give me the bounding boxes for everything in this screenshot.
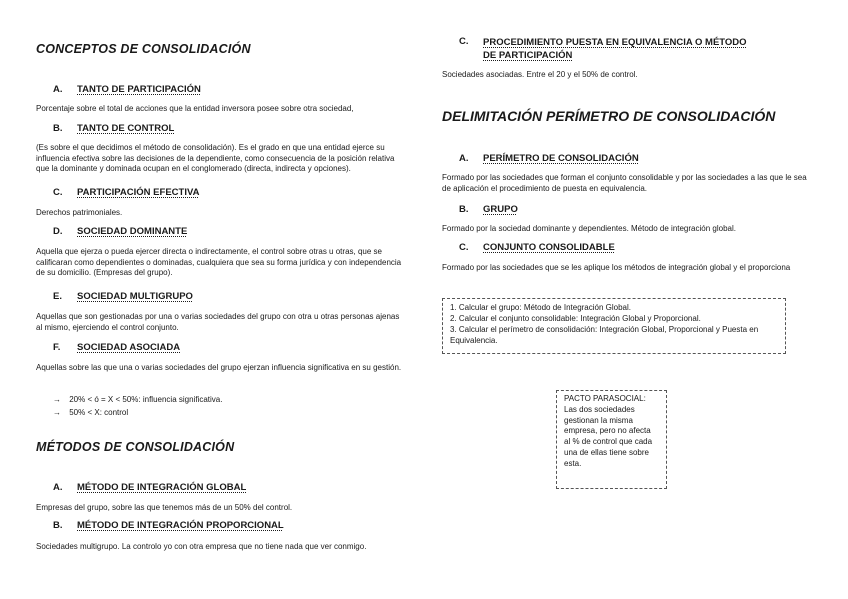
heading-text: PROCEDIMIENTO PUESTA EN EQUIVALENCIA O MÉTODO DE PARTICIPACIÓN — [483, 37, 747, 61]
heading-text: MÉTODO DE INTEGRACIÓN GLOBAL — [77, 482, 247, 493]
text-tanto-control: (Es sobre el que decidimos el método de consolidación). Es el grado en que una entidad ejerce su influencia efectiva sobre las decisiones de la dependiente, como consecuencia de la posición relativa que la dominante y dominada ocupan en el conglomerado (directa, indirecta y opciones). — [36, 143, 395, 173]
text-integracion-global: Empresas del grupo, sobre las que tenemos más de un 50% del control. — [36, 503, 293, 512]
heading-letter: C. — [53, 187, 63, 198]
heading-text: CONJUNTO CONSOLIDABLE — [483, 242, 615, 253]
heading-text: SOCIEDAD DOMINANTE — [77, 226, 188, 237]
step-item: 3. Calcular el perímetro de consolidación: Integración Global, Proporcional y Puesta en Equivalencia. — [450, 325, 759, 345]
text-puesta-equivalencia: Sociedades asociadas. Entre el 20 y el 50% de control. — [442, 70, 638, 79]
heading-conjunto-consolidable — [459, 242, 615, 253]
heading-puesta-equivalencia — [459, 36, 759, 62]
text-integracion-proporcional: Sociedades multigrupo. La controlo yo con otra empresa que no tiene nada que ver conmigo. — [36, 542, 367, 551]
bullet-influencia — [53, 394, 222, 405]
text-sociedad-dominante: Aquella que ejerza o pueda ejercer directa o indirectamente, el control sobre otras u otras, que se calificaran como dependientes o dominadas, cualquiera que sea su forma jurídica y con independencia de su domicilio. (Empresas del grupo). — [36, 247, 402, 277]
heading-participacion-efectiva — [53, 187, 199, 198]
steps-box — [442, 298, 786, 354]
heading-text: PERÍMETRO DE CONSOLIDACIÓN — [483, 153, 639, 164]
step-item: 2. Calcular el conjunto consolidable: Integración Global y Proporcional. — [450, 314, 701, 323]
heading-letter: A. — [459, 153, 469, 164]
heading-text: MÉTODO DE INTEGRACIÓN PROPORCIONAL — [77, 520, 284, 531]
heading-letter: B. — [53, 123, 63, 134]
heading-sociedad-multigrupo — [53, 291, 193, 302]
arrow-icon: → — [53, 408, 61, 417]
heading-perimetro — [459, 153, 639, 164]
text-sociedad-asociada: Aquellas sobre las que una o varias sociedades del grupo ejerzan influencia significativa en su gestión. — [36, 363, 402, 372]
heading-text: SOCIEDAD MULTIGRUPO — [77, 291, 193, 302]
heading-letter: B. — [459, 204, 469, 215]
note-pacto-parasocial: PACTO PARASOCIAL: Las dos sociedades gestionan la misma empresa, pero no afecta al % de control que cada una de ellas tiene sobre esta. — [556, 390, 667, 489]
heading-text: PARTICIPACIÓN EFECTIVA — [77, 187, 200, 198]
bullet-control — [53, 407, 128, 418]
text-sociedad-multigrupo: Aquellas que son gestionadas por una o varias sociedades del grupo con otra u otras personas ajenas al mismo, ejerciendo el control conjunto. — [36, 312, 400, 332]
heading-letter: E. — [53, 291, 62, 302]
text-perimetro: Formado por las sociedades que forman el conjunto consolidable y por las sociedades a las que le sea de aplicación el procedimiento de puesta en equivalencia. — [442, 173, 807, 193]
arrow-icon: → — [53, 395, 61, 404]
step-item: 1. Calcular el grupo: Método de Integración Global. — [450, 303, 631, 312]
heading-text: GRUPO — [483, 204, 518, 215]
heading-letter: B. — [53, 520, 63, 531]
heading-sociedad-asociada — [53, 342, 180, 353]
heading-integracion-global — [53, 482, 246, 493]
heading-text: TANTO DE CONTROL — [77, 123, 175, 134]
heading-sociedad-dominante — [53, 226, 187, 237]
heading-letter: F. — [53, 342, 61, 353]
section-title-metodos: MÉTODOS DE CONSOLIDACIÓN — [36, 440, 235, 454]
heading-grupo — [459, 204, 518, 215]
text-participacion-efectiva: Derechos patrimoniales. — [36, 208, 123, 217]
heading-integracion-proporcional — [53, 520, 284, 531]
heading-letter: A. — [53, 482, 63, 493]
bullet-text: 20% < ó = X < 50%: influencia significativa. — [69, 395, 223, 404]
heading-tanto-control — [53, 123, 174, 134]
section-title-conceptos: CONCEPTOS DE CONSOLIDACIÓN — [36, 42, 251, 56]
text-tanto-participacion: Porcentaje sobre el total de acciones que la entidad inversora posee sobre otra sociedad, — [36, 104, 354, 113]
bullet-text: 50% < X: control — [69, 408, 129, 417]
heading-text: TANTO DE PARTICIPACIÓN — [77, 84, 201, 95]
heading-letter: C. — [459, 36, 469, 47]
section-title-delimitacion: DELIMITACIÓN PERÍMETRO DE CONSOLIDACIÓN — [442, 108, 776, 124]
heading-text: SOCIEDAD ASOCIADA — [77, 342, 181, 353]
heading-letter: C. — [459, 242, 469, 253]
text-grupo: Formado por la sociedad dominante y dependientes. Método de integración global. — [442, 224, 736, 233]
text-conjunto-consolidable: Formado por las sociedades que se les aplique los métodos de integración global y el proporciona — [442, 263, 791, 272]
heading-tanto-participacion — [53, 84, 201, 95]
heading-letter: D. — [53, 226, 63, 237]
heading-letter: A. — [53, 84, 63, 95]
